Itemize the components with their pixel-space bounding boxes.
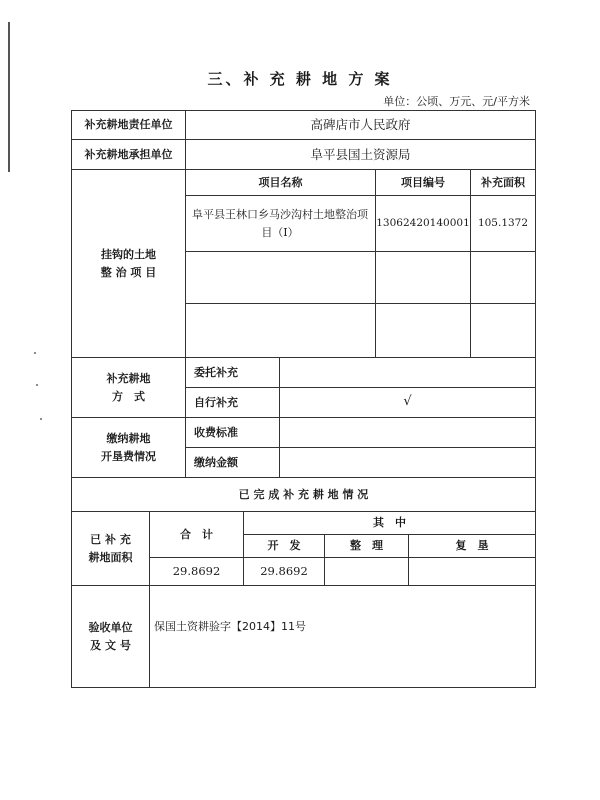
page-edge-mark: [8, 22, 10, 172]
supplement-area-cell: [471, 252, 535, 303]
completed-area-label: 已 补 充 耕地面积: [88, 533, 133, 564]
fee-amount-label: 缴纳金额: [194, 455, 238, 469]
reclamation-area-value: [409, 558, 535, 585]
method-option-label: 自行补充: [194, 395, 238, 409]
scan-speck: [34, 352, 36, 354]
responsible-unit-label: 补充耕地责任单位: [84, 118, 173, 132]
method-option-value: [280, 358, 535, 387]
reclamation-fee-label: 缴纳耕地 开垦费情况: [101, 432, 156, 463]
project-name-cell: [186, 304, 375, 357]
completed-section-title: 已 完 成 补 充 耕 地 情 况: [238, 487, 369, 501]
project-code-cell: 13062420140001: [376, 217, 470, 230]
fee-standard-label: 收费标准: [194, 425, 238, 439]
supplement-method-label: 补充耕地 方 式: [106, 372, 151, 403]
consolidation-area-value: [325, 558, 408, 585]
total-area-value: 29.8692: [172, 563, 221, 578]
responsible-unit-value: 高碑店市人民政府: [310, 117, 411, 133]
undertaking-unit-label: 补充耕地承担单位: [84, 147, 173, 161]
project-name-header: 项目名称: [258, 175, 303, 189]
document-title: 三、补 充 耕 地 方 案: [207, 70, 393, 88]
method-option-label: 委托补充: [194, 365, 238, 379]
fee-amount-value: [280, 448, 535, 477]
development-area-value: 29.8692: [260, 563, 308, 578]
linked-project-label: 挂钩的土地 整 治 项 目: [100, 248, 157, 279]
consolidation-header: 整 理: [350, 539, 383, 553]
scan-speck: [36, 384, 38, 386]
project-name-cell: 阜平县王林口乡马沙沟村土地整治项目（Ⅰ）: [192, 208, 368, 239]
scan-speck: [40, 418, 42, 420]
supplementary-farmland-form: [71, 110, 536, 688]
undertaking-unit-value: 阜平县国土资源局: [310, 146, 411, 162]
supplement-area-cell: [471, 304, 535, 357]
acceptance-label: 验收单位 及 文 号: [88, 621, 133, 652]
supplement-area-cell: 105.1372: [477, 217, 529, 230]
fee-standard-value: [280, 418, 535, 447]
development-header: 开 发: [267, 539, 301, 553]
reclamation-header: 复 垦: [455, 539, 489, 553]
project-name-cell: [186, 252, 375, 303]
unit-note: 单位：公顷、万元、元/平方米: [383, 95, 530, 108]
project-code-cell: [376, 304, 470, 357]
acceptance-document-number: 保国土资耕验字【2014】11号: [154, 620, 306, 634]
supplement-area-header: 补充面积: [481, 175, 525, 189]
among-header: 其 中: [373, 516, 406, 530]
self-supplement-check: √: [403, 394, 412, 410]
project-code-header: 项目编号: [401, 175, 445, 189]
project-code-cell: [376, 252, 470, 303]
total-header: 合 计: [180, 527, 213, 541]
